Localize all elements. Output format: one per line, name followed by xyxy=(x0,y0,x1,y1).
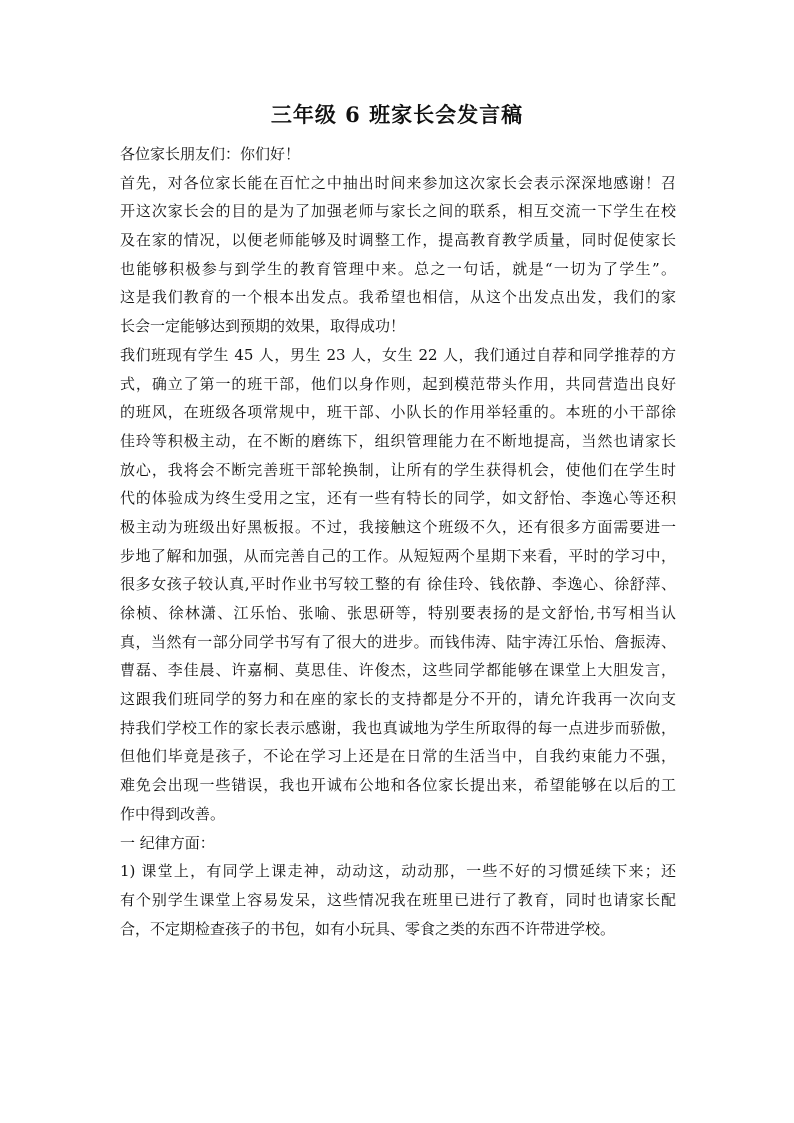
text-line: 的班风，在班级各项常规中，班干部、小队长的作用举轻重的。本班的小干部徐 xyxy=(120,403,676,422)
text-line: 徐桢、徐林潇、江乐怡、张喻、张思研等，特别要表扬的是文舒怡,书写相当认 xyxy=(120,604,676,622)
text-line: 持我们学校工作的家长表示感谢，我也真诚地为学生所取得的每一点进步而骄傲， xyxy=(120,718,676,737)
section-heading: 一 纪律方面： xyxy=(120,833,215,852)
text-line: 这是我们教育的一个根本出发点。我希望也相信，从这个出发点出发，我们的家 xyxy=(120,288,676,307)
text-line: 这跟我们班同学的努力和在座的家长的支持都是分不开的，请允许我再一次向支 xyxy=(120,690,676,709)
text-line: 开这次家长会的目的是为了加强老师与家长之间的联系，相互交流一下学生在校 xyxy=(120,202,676,221)
document-body xyxy=(120,140,676,943)
text-line: 极主动为班级出好黑板报。不过，我接触这个班级不久，还有很多方面需要进一 xyxy=(120,517,676,536)
greeting-line: 各位家长朋友们：你们好！ xyxy=(120,145,301,163)
text-line: 我们班现有学生 45 人，男生 23 人，女生 22 人，我们通过自荐和同学推荐的方 xyxy=(120,345,676,364)
text-line: 但他们毕竟是孩子，不论在学习上还是在日常的生活当中，自我约束能力不强， xyxy=(120,747,676,766)
text-line: 代的体验成为终生受用之宝，还有一些有特长的同学，如文舒怡、李逸心等还积 xyxy=(120,489,676,508)
text-line: 长会一定能够达到预期的效果，取得成功！ xyxy=(120,317,406,336)
text-line: 也能够积极参与到学生的教育管理中来。总之一句话，就是“一切为了学生”。 xyxy=(120,259,676,278)
text-line: 难免会出现一些错误，我也开诚布公地和各位家长提出来，希望能够在以后的工 xyxy=(120,776,676,795)
text-line: 作中得到改善。 xyxy=(120,804,226,823)
text-line: 佳玲等积极主动，在不断的磨练下，组织管理能力在不断地提高，当然也请家长 xyxy=(120,431,676,450)
text-line: 很多女孩子较认真,平时作业书写较工整的有 徐佳玲、钱依静、李逸心、徐舒萍、 xyxy=(120,575,676,594)
text-line: 曹磊、李佳晨、许嘉桐、莫思佳、许俊杰，这些同学都能够在课堂上大胆发言， xyxy=(120,661,676,680)
text-line: 有个别学生课堂上容易发呆，这些情况我在班里已进行了教育，同时也请家长配 xyxy=(120,890,676,909)
text-line: 合，不定期检查孩子的书包，如有小玩具、零食之类的东西不许带进学校。 xyxy=(120,919,616,938)
text-line: 1) 课堂上，有同学上课走神，动动这，动动那，一些不好的习惯延续下来；还 xyxy=(120,862,676,881)
page-title: 三年级 6 班家长会发言稿 xyxy=(270,102,524,127)
text-line: 真，当然有一部分同学书写有了很大的进步。而钱伟涛、陆宇涛江乐怡、詹振涛、 xyxy=(120,632,676,651)
text-line: 首先，对各位家长能在百忙之中抽出时间来参加这次家长会表示深深地感谢！召 xyxy=(120,173,676,192)
text-line: 及在家的情况，以便老师能够及时调整工作，提高教育教学质量，同时促使家长 xyxy=(120,231,676,250)
text-line: 放心，我将会不断完善班干部轮换制，让所有的学生获得机会，使他们在学生时 xyxy=(120,460,676,479)
text-line: 式，确立了第一的班干部，他们以身作则，起到模范带头作用，共同营造出良好 xyxy=(120,374,676,393)
text-line: 步地了解和加强，从而完善自己的工作。从短短两个星期下来看，平时的学习中， xyxy=(120,546,676,565)
